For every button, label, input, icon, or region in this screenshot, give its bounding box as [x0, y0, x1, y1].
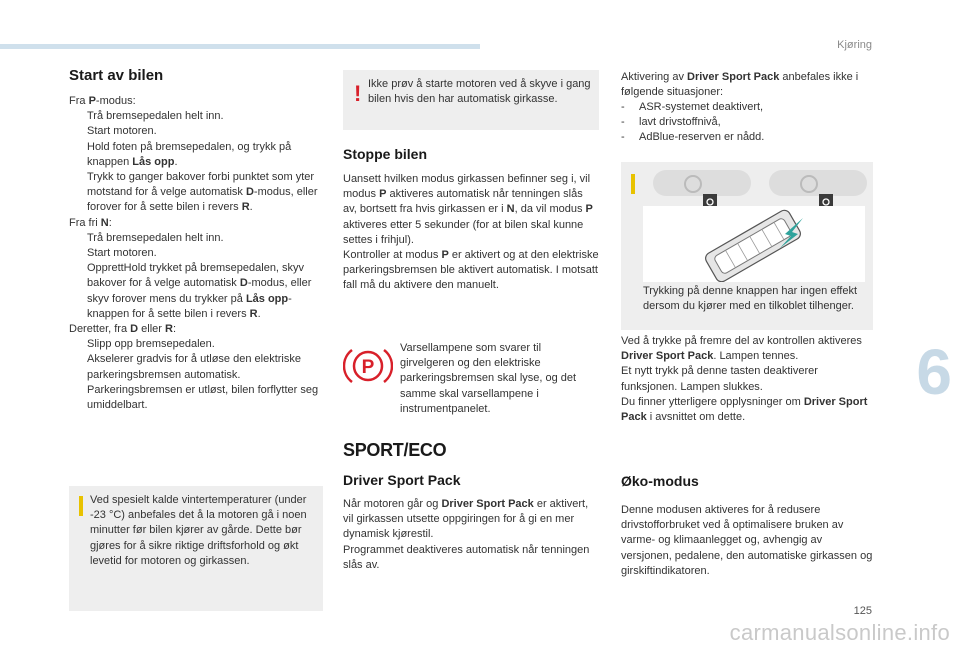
stop-body: Uansett hvilken modus girkassen befinner seg i, vil modus P aktiveres automatisk når tenningen slås av, bortsett fra hvis girkassen er i N, da vil modus P aktiveres etter 5 sekunder (for at bilen skal kunne settes i frihjul). Kontroller at modus P er aktivert og at den elektriske parkeringsbremsen ble aktivert automatisk. I motsatt fall må du aktivere den manuelt.: [343, 173, 599, 292]
top-accent-bar: [0, 44, 480, 49]
lamp-text: Varsellampene som svarer til girvelgeren og den elektriske parkeringsbremsen skal lyse, og det samme skal varsellampene i instrumentpanelet.: [400, 342, 577, 415]
bullet-item: Parkeringsbremsen er utløst, bilen forflytter seg umiddelbart.: [87, 383, 319, 412]
dash-marker: -: [621, 101, 625, 113]
info-icon: [631, 174, 635, 194]
info-box-cold: [69, 486, 323, 611]
dash-marker: -: [621, 116, 625, 129]
section-title: Kjøring: [837, 39, 872, 51]
chapter-number: 6: [916, 336, 952, 408]
driver-sport-activation: Ved å trykke på fremre del av kontrollen aktiveres Driver Sport Pack. Lampen tennes. Et nytt trykk på denne tasten deaktiverer funksjonen. Lampen slukkes. Du finner ytterligere opplysninger om Driver Sport Pack i avsnittet om dette.: [621, 335, 868, 424]
bullet-item: Trykk to ganger bakover forbi punktet som yter motstand for å velge automatisk D-modus, eller forover for å sette bilen i revers R.: [87, 171, 318, 214]
dash-marker: -: [621, 131, 625, 144]
info-box-text: Ved spesielt kalde vintertemperaturer (under -23 °C) anbefales det å la motoren gå i noen minutter før bilen kjører av gårde. Dette bør gjøres for å sikre riktige driftsforhold og økt levetid for motoren og girkassen.: [90, 494, 307, 567]
bullet-item: Hold foten på bremsepedalen, og trykk på knappen Lås opp.: [87, 140, 292, 168]
recommendation-list: [621, 100, 873, 146]
driver-sport-body: Når motoren går og Driver Sport Pack er aktivert, vil girkassen utsette oppgiringen for å gi en mer dynamisk kjørestil. Programmet deaktiveres automatisk når tenningen slås av.: [343, 498, 590, 571]
info-box-image: [621, 162, 873, 330]
bullet-item: Trå bremsepedalen helt inn.: [87, 231, 224, 244]
bullet-item: Trå bremsepedalen helt inn.: [87, 110, 224, 123]
instruction-line: Deretter, fra D eller R:: [69, 323, 177, 336]
exclamation-icon: !: [354, 81, 362, 106]
bullet-item: Akselerer gradvis for å utløse den elektriske parkeringsbremsen automatisk.: [87, 353, 301, 381]
sport-eco-title: SPORT/ECO: [343, 440, 447, 460]
eco-mode-title: Øko-modus: [621, 473, 699, 489]
recommendation-intro: Aktivering av Driver Sport Pack anbefales ikke i følgende situasjoner:: [621, 71, 859, 99]
watermark: carmanualsonline.info: [729, 620, 950, 645]
bullet-item: OpprettHold trykket på bremsepedalen, skyv bakover for å velge automatisk D-modus, eller skyv forover mens du trykker på Lås opp-knappen for å sette bilen i revers R.: [87, 262, 312, 320]
page-number: 125: [853, 605, 872, 617]
start-instructions: [69, 94, 325, 413]
dash-item: - lavt drivstoffnivå,: [621, 115, 873, 130]
dash-item: - ASR-systemet deaktivert,: [621, 100, 873, 115]
eco-mode-body: Denne modusen aktiveres for å redusere drivstofforbruket ved å optimalisere bruken av varme- og klimaanlegget og, avhengig av versjonen, pedalene, den automatiske girkassen og girskiftindikatoren.: [621, 504, 873, 577]
info-icon: [79, 496, 83, 516]
gear-selector-illustration: [643, 206, 865, 282]
warning-text: Ikke prøv å starte motoren ved å skyve i gang bilen hvis den har automatisk girkasse.: [368, 78, 591, 106]
bullet-item: Start motoren.: [87, 125, 157, 138]
start-title: Start av bilen: [69, 67, 164, 84]
warning-box: [343, 70, 599, 130]
instruction-line: Fra fri N:: [69, 216, 112, 229]
stop-title: Stoppe bilen: [343, 146, 427, 162]
dash-item: - AdBlue-reserven er nådd.: [621, 130, 873, 145]
driver-sport-title: Driver Sport Pack: [343, 472, 461, 488]
image-caption: Trykking på denne knappen har ingen effekt dersom du kjører med en tilkoblet tilhenger.: [643, 285, 858, 313]
bullet-item: Slipp opp bremsepedalen.: [87, 338, 215, 351]
parking-warning-icon: [343, 344, 393, 388]
svg-text:P: P: [361, 357, 375, 378]
bullet-item: Start motoren.: [87, 247, 157, 260]
instruction-line: Fra P-modus:: [69, 95, 136, 107]
